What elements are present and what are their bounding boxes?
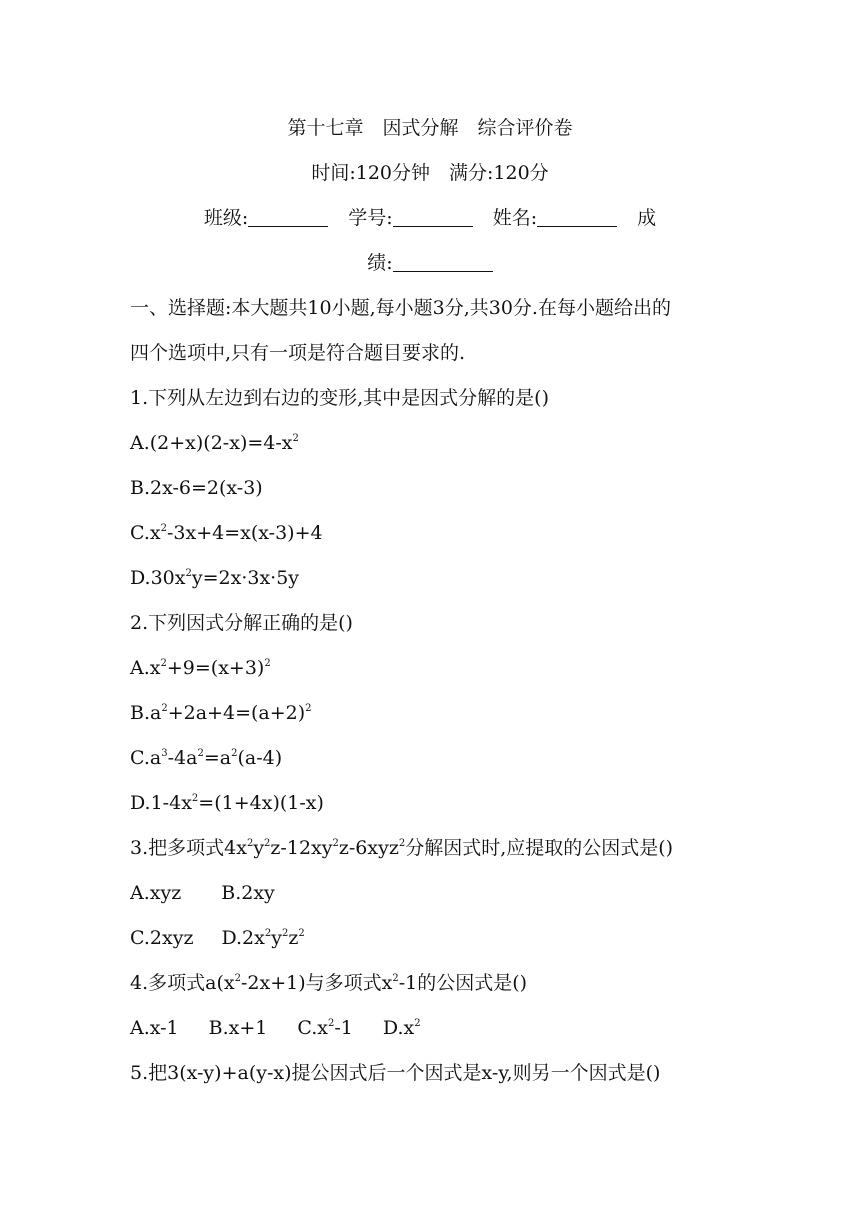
- question-2-stem: 2.下列因式分解正确的是(): [130, 612, 353, 634]
- question-2-option-a: $A.x^2+9=(x+3)^2$: [130, 657, 271, 679]
- question-4-stem: 4.多项式$a(x^2-2x+1)$与多项式$x^2-1$的公因式是(): [130, 972, 528, 994]
- question-1-option-b: B.2x-6=2(x-3): [130, 477, 263, 499]
- student-number-blank[interactable]: [393, 208, 473, 227]
- question-3-options-row-1: [130, 881, 275, 905]
- question-1-option-c: $C.x^2-3x+4=x(x-3)+4$: [130, 522, 323, 544]
- question-3-option-d: $D.2x^2y^2z^2$: [221, 927, 305, 949]
- score-label-end: 绩:: [367, 252, 393, 274]
- class-label: 班级:: [203, 207, 249, 229]
- section-instructions-line-2: 四个选项中,只有一项是符合题目要求的.: [130, 342, 466, 364]
- student-name-label: 姓名:: [492, 207, 538, 229]
- student-number-label: 学号:: [348, 207, 393, 229]
- student-info-row: [0, 206, 860, 230]
- question-3-options-row-2: [130, 926, 305, 950]
- page-title: 第十七章 因式分解 综合评价卷: [287, 117, 573, 139]
- question-1-stem: 1.下列从左边到右边的变形,其中是因式分解的是(): [130, 387, 549, 409]
- question-1-option-d: $D.30x^2y=2x\cdot 3x\cdot 5y$: [130, 567, 300, 589]
- score-label-start: 成: [637, 207, 657, 229]
- time-and-score-info: 时间:120分钟 满分:120分: [311, 162, 549, 184]
- question-3-option-b: B.2xy: [221, 882, 275, 904]
- score-row: [0, 251, 860, 275]
- question-2-option-b: $B.a^2+2a+4=(a+2)^2$: [130, 702, 312, 724]
- question-4-option-c: $C.x^2-1$: [297, 1017, 353, 1039]
- question-1-option-a: $A.(2+x)(2-x)=4-x^2$: [130, 432, 299, 454]
- question-5-stem: 5.把3(x-y)+a(y-x)提公因式后一个因式是x-y,则另一个因式是(): [130, 1062, 661, 1084]
- class-blank[interactable]: [248, 208, 328, 227]
- section-instructions-line-1: 一、选择题:本大题共10小题,每小题3分,共30分.在每小题给出的: [130, 297, 671, 319]
- question-3-option-a: A.xyz: [130, 882, 182, 904]
- question-3-stem: 3.把多项式$4x^2y^2z-12xy^2z-6xyz^2$分解因式时,应提取的公因式是(): [130, 837, 674, 859]
- question-3-option-c: C.2xyz: [130, 927, 194, 949]
- question-2-option-d: $D.1-4x^2=(1+4x)(1-x)$: [130, 792, 324, 814]
- question-4-option-a: A.x-1: [130, 1017, 179, 1039]
- question-4-option-b: B.x+1: [208, 1017, 268, 1039]
- student-name-blank[interactable]: [537, 208, 617, 227]
- question-4-option-d: $D.x^2$: [382, 1017, 421, 1039]
- question-2-option-c: $C.a^3-4a^2=a^2(a-4)$: [130, 747, 283, 769]
- question-4-options-row: [130, 1016, 421, 1040]
- score-blank[interactable]: [393, 253, 493, 272]
